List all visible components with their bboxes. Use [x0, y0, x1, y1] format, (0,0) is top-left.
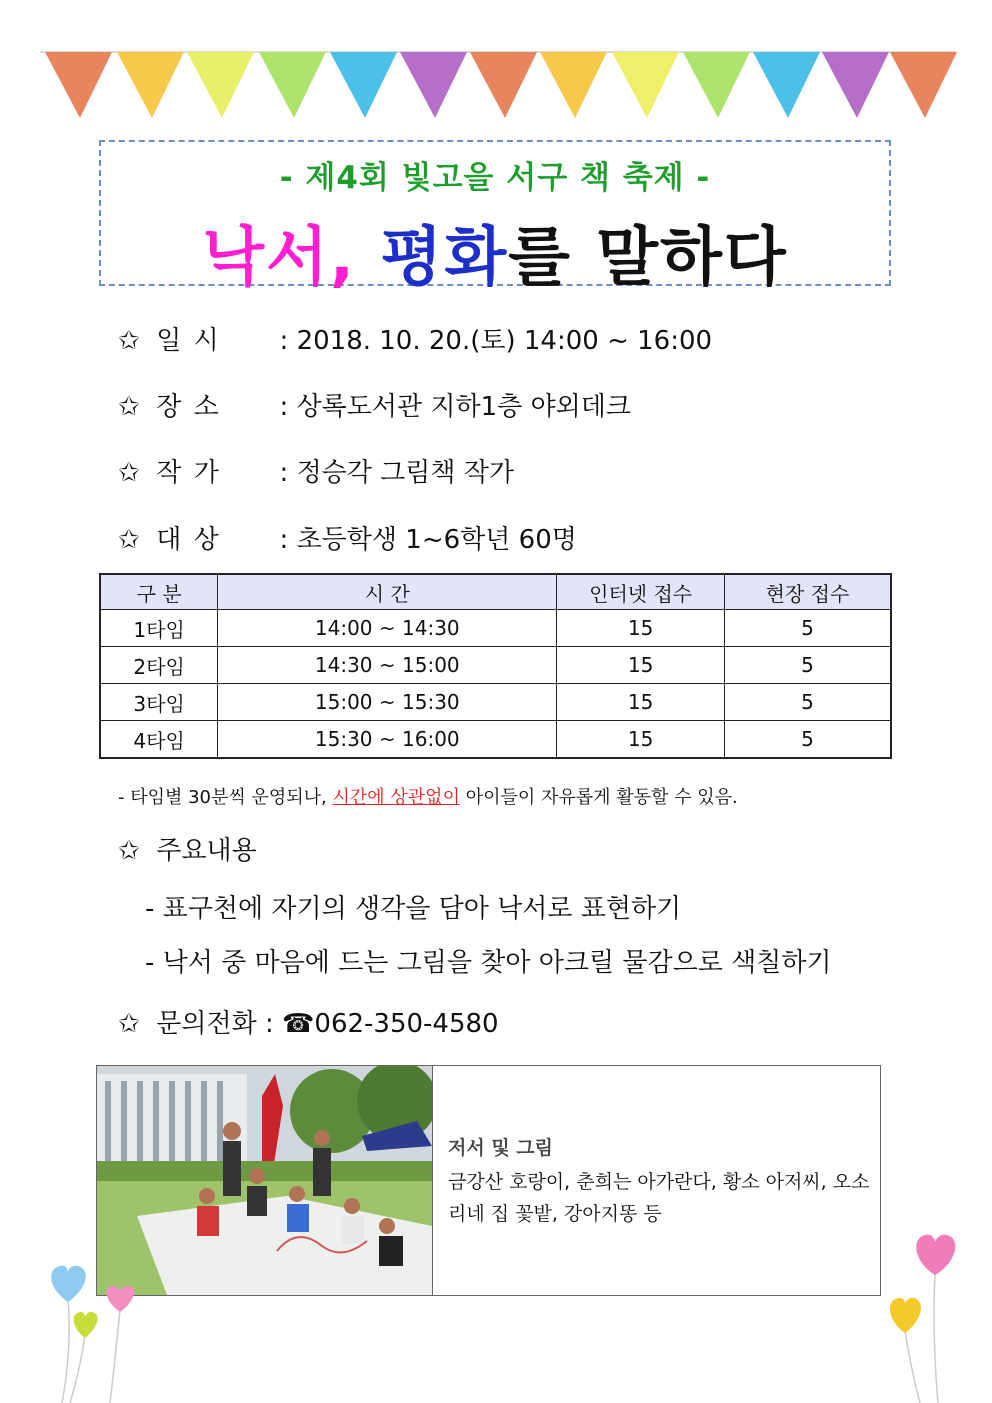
info-value: 상록도서관 지하1층 야외데크	[296, 392, 632, 422]
star-icon: ✩	[118, 1009, 140, 1039]
info-author	[118, 452, 514, 489]
info-value: 초등학생 1~6학년 60명	[296, 525, 577, 555]
content-item: - 낙서 중 마음에 드는 그림을 찾아 아크릴 물감으로 색칠하기	[145, 948, 832, 978]
table-cell: 14:30 ~ 15:00	[218, 647, 557, 684]
schedule-table	[99, 573, 892, 759]
info-value: 2018. 10. 20.(토) 14:00 ~ 16:00	[296, 326, 713, 356]
table-row	[100, 647, 891, 684]
table-cell: 15	[557, 721, 725, 759]
festival-subtitle: - 제4회 빛고을 서구 책 축제 -	[279, 160, 711, 196]
info-date	[118, 320, 712, 357]
table-row	[100, 610, 891, 647]
table-cell: 15:30 ~ 16:00	[218, 721, 557, 759]
table-cell: 5	[724, 647, 891, 684]
table-cell: 1타임	[100, 610, 218, 647]
column-header: 구 분	[100, 574, 218, 610]
table-row	[100, 684, 891, 721]
table-cell: 15:00 ~ 15:30	[218, 684, 557, 721]
title-part-2: 평화	[380, 221, 509, 295]
info-target	[118, 519, 577, 556]
balloons-decoration-right	[880, 1225, 980, 1403]
table-cell: 4타임	[100, 721, 218, 759]
title-part-3: 를 말하다	[508, 221, 788, 295]
table-cell: 15	[557, 647, 725, 684]
schedule-note	[118, 783, 738, 809]
star-icon: ✩	[118, 458, 140, 488]
content-heading-label: 주요내용	[156, 836, 257, 866]
title-box	[99, 140, 891, 295]
table-cell: 14:00 ~ 14:30	[218, 610, 557, 647]
books-list: 금강산 호랑이, 춘희는 아가란다, 황소 아저씨, 오소리네 집 꽃밭, 강아지똥 등	[448, 1171, 870, 1225]
contact-heading: 문의전화	[156, 1009, 257, 1039]
info-label: 장 소	[156, 392, 221, 422]
title-part-1: 낙서,	[202, 221, 357, 295]
info-label: 일 시	[156, 326, 221, 356]
balloons-decoration-left	[40, 1260, 140, 1403]
info-sep: :	[279, 458, 289, 488]
star-icon: ✩	[118, 836, 140, 866]
info-label: 작 가	[156, 458, 221, 488]
info-sep: :	[279, 392, 289, 422]
table-header-row	[100, 574, 891, 610]
content-item: - 표구천에 자기의 생각을 담아 낙서로 표현하기	[145, 894, 682, 924]
table-cell: 3타임	[100, 684, 218, 721]
info-sep: :	[279, 326, 289, 356]
table-cell: 5	[724, 684, 891, 721]
table-cell: 2타임	[100, 647, 218, 684]
info-label: 대 상	[156, 525, 221, 555]
column-header: 현장 접수	[724, 574, 891, 610]
note-prefix: - 타임별 30분씩 운영되나,	[118, 787, 327, 808]
contact-phone: ☎062-350-4580	[282, 1009, 499, 1039]
table-row	[100, 721, 891, 759]
column-header: 인터넷 접수	[557, 574, 725, 610]
festival-title	[101, 206, 889, 298]
star-icon: ✩	[118, 392, 140, 422]
bunting-decoration	[0, 0, 992, 130]
star-icon: ✩	[118, 326, 140, 356]
books-title: 저서 및 그림	[448, 1137, 553, 1159]
info-sep: :	[279, 525, 289, 555]
contact-sep: :	[265, 1009, 274, 1039]
table-cell: 15	[557, 684, 725, 721]
note-suffix: 아이들이 자유롭게 활동할 수 있음.	[465, 787, 738, 808]
star-icon: ✩	[118, 525, 140, 555]
table-cell: 5	[724, 721, 891, 759]
contact-line	[118, 1003, 499, 1040]
table-cell: 5	[724, 610, 891, 647]
note-highlight: 시간에 상관없이	[332, 787, 460, 808]
info-value: 정승각 그림책 작가	[296, 458, 515, 488]
info-place	[118, 386, 631, 423]
table-cell: 15	[557, 610, 725, 647]
column-header: 시 간	[218, 574, 557, 610]
content-heading	[118, 830, 257, 867]
activity-photo	[97, 1066, 433, 1295]
